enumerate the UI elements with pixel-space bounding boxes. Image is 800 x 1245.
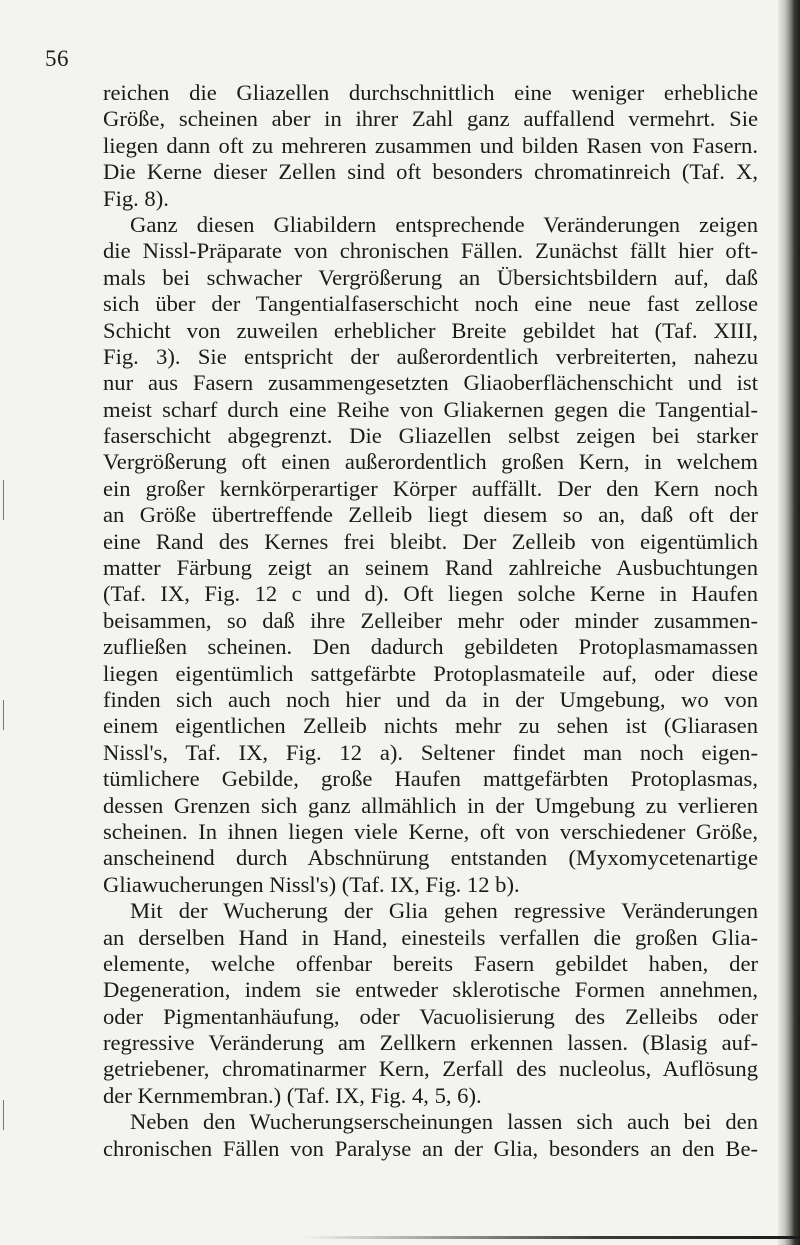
text-line: der Kernmembran.) (Taf. IX, Fig. 4, 5, 6). [103,1082,482,1108]
text-line: Neben den Wucherungserscheinungen lassen sich auch bei den [130,1109,758,1135]
text-line: eine Rand des Kernes frei bleibt. Der Zelleib von eigentümlich [103,528,758,554]
scan-mark-left [3,1100,4,1130]
scan-mark-left [3,480,4,520]
text-line: liegen dann oft zu mehreren zusammen und bilden Rasen von Fasern. [103,132,758,158]
text-line: matter Färbung zeigt an seinem Rand zahlreiche Ausbuchtungen [103,555,758,581]
text-line: Schicht von zuweilen erheblicher Breite gebildet hat (Taf. XIII, [103,317,758,343]
page-binding-shadow [778,0,800,1245]
text-line: reichen die Gliazellen durchschnittlich eine weniger erhebliche [103,80,758,105]
text-line: scheinen. In ihnen liegen viele Kerne, oft von verschiedener Größe, [103,818,758,844]
text-line: Fig. 3). Sie entspricht der außerordentlich verbreiterten, nahezu [103,343,758,369]
text-line: mals bei schwacher Vergrößerung an Übersichtsbildern auf, daß [103,264,758,290]
text-line: Gliawucherungen Nissl's) (Taf. IX, Fig. 12 b). [103,871,520,897]
text-line: faserschicht abgegrenzt. Die Gliazellen selbst zeigen bei starker [103,423,758,449]
text-line: Fig. 8). [103,185,169,211]
body-text [103,80,758,1162]
text-line: dessen Grenzen sich ganz allmählich in der Umgebung zu verlieren [103,792,758,818]
text-line: beisammen, so daß ihre Zelleiber mehr oder minder zusammen- [103,607,758,633]
page-bottom-edge [300,1236,800,1239]
scan-mark-left [3,700,4,730]
text-line: Die Kerne dieser Zellen sind oft besonders chromatinreich (Taf. X, [103,159,758,185]
text-line: Größe, scheinen aber in ihrer Zahl ganz auffallend vermehrt. Sie [103,106,758,132]
page-number: 56 [45,46,69,71]
text-line: oder Pigmentanhäufung, oder Vacuolisierung des Zelleibs oder [103,1003,758,1029]
text-line: (Taf. IX, Fig. 12 c und d). Oft liegen solche Kerne in Haufen [103,581,758,607]
text-line: anscheinend durch Abschnürung entstanden (Myxomycetenartige [103,845,758,871]
text-line: Nissl's, Taf. IX, Fig. 12 a). Seltener findet man noch eigen- [103,739,758,765]
text-line: sich über der Tangentialfaserschicht noch eine neue fast zellose [103,291,758,317]
text-line: an derselben Hand in Hand, einesteils verfallen die großen Glia- [103,924,758,950]
text-line: meist scharf durch eine Reihe von Gliakernen gegen die Tangential- [103,396,758,422]
text-line: Ganz diesen Gliabildern entsprechende Veränderungen zeigen [130,211,758,237]
text-line: elemente, welche offenbar bereits Fasern gebildet haben, der [103,950,758,976]
text-line: einem eigentlichen Zelleib nichts mehr zu sehen ist (Gliarasen [103,713,758,739]
text-line: Degeneration, indem sie entweder sklerotische Formen annehmen, [103,977,758,1003]
text-line: ein großer kernkörperartiger Körper auffällt. Der den Kern noch [103,475,758,501]
text-line: regressive Veränderung am Zellkern erkennen lassen. (Blasig auf- [103,1030,758,1056]
text-line: chronischen Fällen von Paralyse an der Glia, besonders an den Be- [103,1135,758,1161]
text-line: getriebener, chromatinarmer Kern, Zerfall des nucleolus, Auflösung [103,1056,758,1082]
text-line: die Nissl-Präparate von chronischen Fällen. Zunächst fällt hier oft- [103,238,758,264]
text-line: Vergrößerung oft einen außerordentlich großen Kern, in welchem [103,449,758,475]
text-line: finden sich auch noch hier und da in der Umgebung, wo von [103,686,758,712]
text-line: zufließen scheinen. Den dadurch gebildeten Protoplasmamassen [103,634,758,660]
text-line: Mit der Wucherung der Glia gehen regressive Veränderungen [130,898,758,924]
text-line: an Größe übertreffende Zelleib liegt diesem so an, daß oft der [103,502,758,528]
text-line: nur aus Fasern zusammengesetzten Gliaoberflächenschicht und ist [103,370,758,396]
text-line: tümlichere Gebilde, große Haufen mattgefärbten Protoplasmas, [103,766,758,792]
text-line: liegen eigentümlich sattgefärbte Protoplasmateile auf, oder diese [103,660,758,686]
